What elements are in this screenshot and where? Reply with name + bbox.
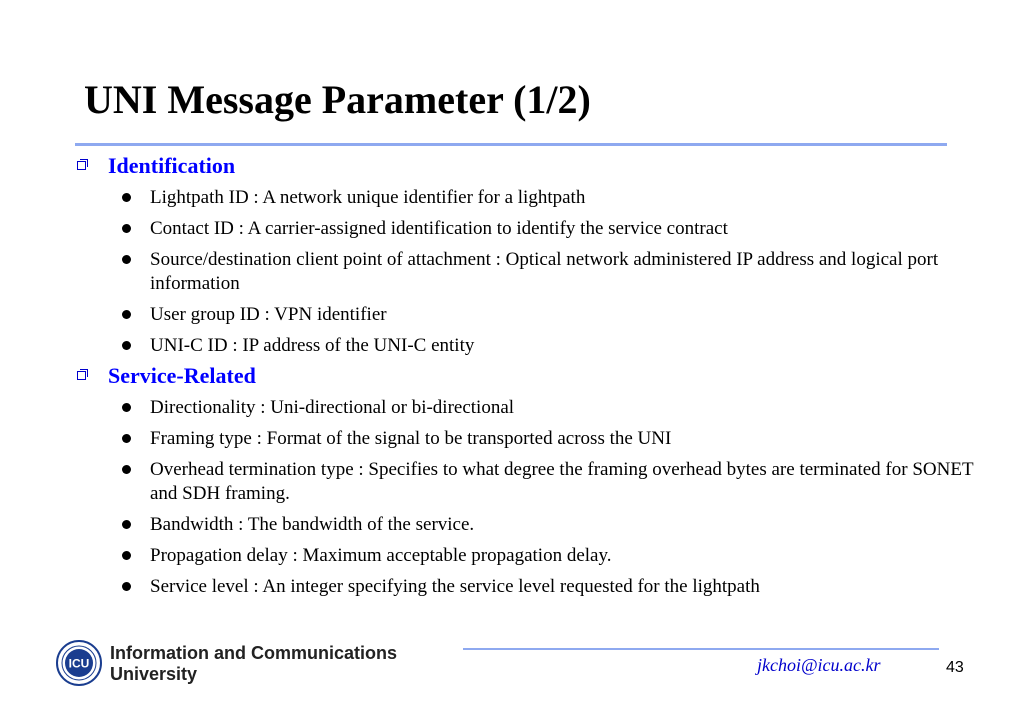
list-item: Propagation delay : Maximum acceptable propagation delay. — [150, 541, 990, 572]
list-item: Overhead termination type : Specifies to what degree the framing overhead bytes are terminated for SONET and SDH framing. — [150, 455, 990, 510]
list-item: User group ID : VPN identifier — [150, 300, 990, 331]
bullet-dot-icon — [122, 341, 131, 350]
page-number: 43 — [946, 659, 964, 676]
checkbox-bullet-icon — [77, 161, 86, 170]
list-item: UNI-C ID : IP address of the UNI-C entity — [150, 331, 990, 362]
bullet-dot-icon — [122, 310, 131, 319]
list-item: Service level : An integer specifying the service level requested for the lightpath — [150, 572, 990, 603]
checkbox-bullet-icon — [77, 371, 86, 380]
list-item: Contact ID : A carrier-assigned identification to identify the service contract — [150, 214, 990, 245]
list-item: Directionality : Uni-directional or bi-directional — [150, 393, 990, 424]
bullet-dot-icon — [122, 193, 131, 202]
list-item: Lightpath ID : A network unique identifier for a lightpath — [150, 183, 990, 214]
section-heading: Identification — [108, 153, 236, 178]
org-name-line2: University — [110, 664, 198, 684]
bullet-dot-icon — [122, 255, 131, 264]
slide-title: UNI Message Parameter (1/2) — [84, 77, 591, 122]
bullet-dot-icon — [122, 434, 131, 443]
footer-organization — [110, 643, 397, 685]
bullet-dot-icon — [122, 551, 131, 560]
list-item: Bandwidth : The bandwidth of the service. — [150, 510, 990, 541]
org-name-line1: Information and Communications — [110, 643, 398, 663]
bullet-dot-icon — [122, 403, 131, 412]
section-identification — [0, 152, 1023, 183]
university-seal-logo — [56, 640, 102, 686]
bullet-dot-icon — [122, 465, 131, 474]
footer-email: jkchoi@icu.ac.kr — [757, 655, 881, 675]
bullet-dot-icon — [122, 224, 131, 233]
list-item: Source/destination client point of attachment : Optical network administered IP address and logical port information — [150, 245, 990, 300]
section-heading: Service-Related — [108, 363, 256, 388]
footer-divider — [463, 648, 939, 650]
bullet-dot-icon — [122, 520, 131, 529]
list-item: Framing type : Format of the signal to be transported across the UNI — [150, 424, 990, 455]
section-service-related — [0, 362, 1023, 393]
logo-text: ICU — [68, 656, 90, 671]
bullet-dot-icon — [122, 582, 131, 591]
title-divider — [75, 143, 947, 146]
slide-content — [0, 152, 1023, 603]
